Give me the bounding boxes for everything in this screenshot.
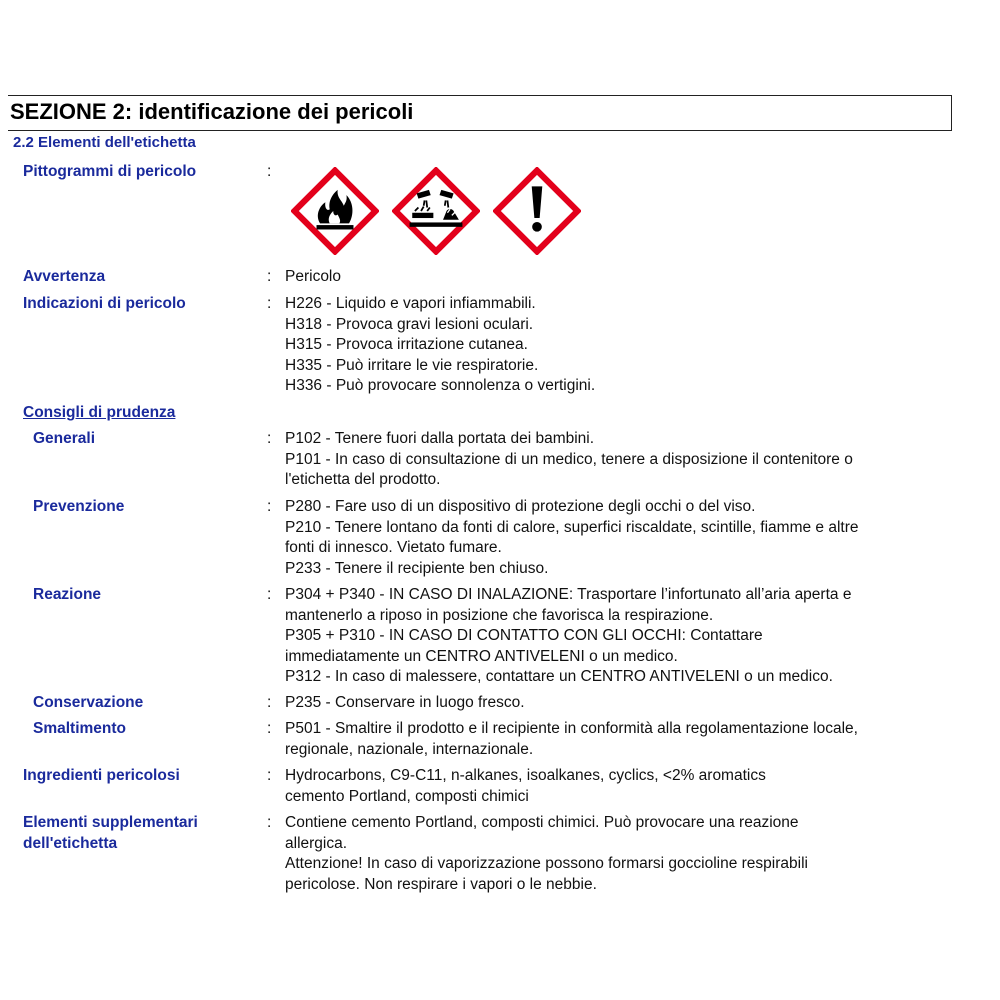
signal-word-colon: :	[267, 268, 272, 285]
section-header	[8, 95, 952, 131]
disposal-colon: :	[267, 720, 272, 737]
hazard-statement: H226 - Liquido e vapori infiammabili.	[285, 295, 536, 312]
disposal-statements	[285, 719, 858, 760]
precautionary-statement: immediatamente un CENTRO ANTIVELENI o un medico.	[285, 647, 678, 665]
hazard-statements-label: Indicazioni di pericolo	[23, 295, 186, 312]
hazard-statement: H315 - Provoca irritazione cutanea.	[285, 336, 528, 353]
precautionary-statement: P312 - In caso di malessere, contattare un CENTRO ANTIVELENI o un medico.	[285, 668, 833, 685]
signal-word-label: Avvertenza	[23, 268, 106, 285]
response-colon: :	[267, 586, 272, 603]
precautionary-statement: l'etichetta del prodotto.	[285, 471, 441, 488]
supplementary-label-line: Elementi supplementari	[23, 814, 198, 831]
precautionary-statement: P304 + P340 - IN CASO DI INALAZIONE: Trasportare l’infortunato all’aria aperta e	[285, 586, 852, 603]
pictograms-colon: :	[267, 163, 272, 180]
precautionary-statement: P210 - Tenere lontano da fonti di calore, superfici riscaldate, scintille, fiamme e altre	[285, 518, 859, 536]
precautionary-statement: mantenerlo a riposo in posizione che favorisca la respirazione.	[285, 606, 714, 624]
pictogram-row	[291, 167, 591, 257]
supplementary-line: Contiene cemento Portland, composti chimici. Può provocare una reazione	[285, 814, 799, 831]
supplementary-text	[285, 813, 808, 895]
precautionary-statement: fonti di innesco. Vietato fumare.	[285, 539, 502, 556]
prevention-label: Prevenzione	[33, 498, 125, 515]
hazard-statement: H336 - Può provocare sonnolenza o vertigini.	[285, 377, 596, 394]
general-label: Generali	[33, 430, 96, 447]
supplementary-label	[23, 813, 198, 854]
precautionary-statement: P235 - Conservare in luogo fresco.	[285, 694, 525, 711]
hazardous-ingredients-list	[285, 766, 766, 807]
general-statements	[285, 429, 853, 491]
supplementary-line: pericolose. Non respirare i vapori o le nebbie.	[285, 875, 597, 893]
precautionary-statement: P102 - Tenere fuori dalla portata dei bambini.	[285, 430, 595, 447]
corrosion-icon	[392, 167, 480, 255]
hazard-statement: H318 - Provoca gravi lesioni oculari.	[285, 315, 534, 333]
pictograms-label: Pittogrammi di pericolo	[23, 163, 197, 180]
hazard-statements-colon: :	[267, 295, 272, 312]
storage-label: Conservazione	[33, 694, 144, 711]
precautionary-label: Consigli di prudenza	[23, 404, 176, 421]
prevention-colon: :	[267, 498, 272, 515]
subsection-title: 2.2 Elementi dell'etichetta	[13, 134, 196, 151]
section-title: SEZIONE 2: identificazione dei pericoli	[10, 99, 414, 124]
supplementary-line: allergica.	[285, 834, 348, 852]
storage-colon: :	[267, 694, 272, 711]
signal-word-value: Pericolo	[285, 268, 341, 285]
supplementary-colon: :	[267, 814, 272, 831]
storage-statements	[285, 693, 525, 714]
precautionary-statement: P501 - Smaltire il prodotto e il recipiente in conformità alla regolamentazione locale,	[285, 720, 858, 737]
response-label: Reazione	[33, 586, 102, 603]
flame-icon	[291, 167, 379, 255]
precautionary-statement: P280 - Fare uso di un dispositivo di protezione degli occhi o del viso.	[285, 498, 756, 515]
hazard-statements-list	[285, 294, 595, 397]
ingredient-line: cemento Portland, composti chimici	[285, 787, 529, 805]
ingredient-line: Hydrocarbons, C9-C11, n-alkanes, isoalkanes, cyclics, <2% aromatics	[285, 767, 766, 784]
precautionary-statement: P233 - Tenere il recipiente ben chiuso.	[285, 559, 549, 577]
exclamation-mark-icon	[493, 167, 581, 255]
supplementary-line: Attenzione! In caso di vaporizzazione possono formarsi goccioline respirabili	[285, 855, 808, 872]
hazardous-ingredients-label: Ingredienti pericolosi	[23, 767, 180, 784]
precautionary-statement: regionale, nazionale, internazionale.	[285, 740, 534, 758]
disposal-label: Smaltimento	[33, 720, 127, 737]
response-statements	[285, 585, 851, 688]
hazard-statement: H335 - Può irritare le vie respiratorie.	[285, 356, 539, 374]
precautionary-statement: P305 + P310 - IN CASO DI CONTATTO CON GLI OCCHI: Contattare	[285, 627, 763, 644]
hazardous-ingredients-colon: :	[267, 767, 272, 784]
supplementary-label-line: dell'etichetta	[23, 834, 118, 852]
general-colon: :	[267, 430, 272, 447]
precautionary-statement: P101 - In caso di consultazione di un medico, tenere a disposizione il contenitore o	[285, 450, 853, 468]
prevention-statements	[285, 497, 859, 579]
